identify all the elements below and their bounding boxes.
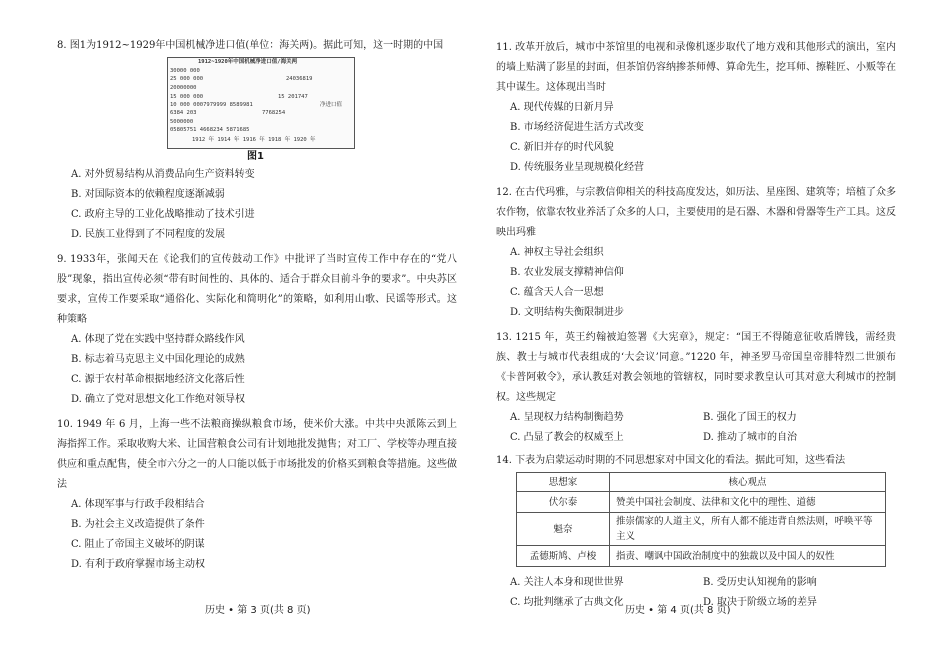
table-row xyxy=(517,513,886,546)
question-12 xyxy=(496,183,896,323)
y-label: 10 000 0007979999 8589981 xyxy=(170,102,253,108)
option-a[interactable]: A. 现代传媒的日新月异 xyxy=(510,102,614,113)
option-d[interactable]: D. 取决于阶级立场的差异 xyxy=(703,597,818,608)
question-10 xyxy=(57,415,457,575)
question-13-options xyxy=(510,408,896,448)
page-footer-right: 历史 • 第 4 页(共 8 页) xyxy=(625,605,731,616)
option-d[interactable]: D. 推动了城市的自治 xyxy=(703,432,798,443)
option-a[interactable]: A. 神权主导社会组织 xyxy=(510,247,604,258)
option-d[interactable]: D. 民族工业得到了不同程度的发展 xyxy=(71,229,226,240)
question-12-text: 12. 在古代玛雅，与宗教信仰相关的科技高度发达，如历法、星座图、建筑等；培植了众多农作物，依靠农牧业养活了众多的人口，主要使用的是石器、木器和骨器等生产工具。这反映出玛雅 xyxy=(496,187,896,238)
question-14-text: 14. 下表为启蒙运动时期的不同思想家对中国文化的看法。据此可知，这些看法 xyxy=(496,455,846,466)
option-c[interactable]: C. 凸显了教会的权威至上 xyxy=(510,432,624,443)
right-column xyxy=(496,38,896,618)
table-cell-view: 指责、嘲讽中国政治制度中的独裁以及中国人的奴性 xyxy=(610,546,886,567)
table-row xyxy=(517,546,886,567)
option-c[interactable]: C. 阻止了帝国主义破坏的阴谋 xyxy=(71,539,205,550)
question-11-text: 11. 改革开放后，城市中茶馆里的电视和录像机逐步取代了地方戏和其他形式的演出，室内的墙上贴满了影星的封面，但茶馆仍容纳掺茶师傅、算命先生，挖耳师、擦鞋匠、小贩等在其中谋生。这体现出当时 xyxy=(496,42,896,93)
question-9-text: 9. 1933年，张闻天在《论我们的宣传鼓动工作》中批评了当时宣传工作中存在的“党八股”现象，指出宣传必须“带有时间性的、具体的、适合于群众目前斗争的要求”。中央苏区要求，宣传工作要采取“通俗化、实际化和简明化”的策略，如利用山歌、民谣等形式。这种策略 xyxy=(57,254,457,325)
option-c[interactable]: C. 政府主导的工业化战略推动了技术引进 xyxy=(71,209,255,220)
data-label: 24036819 xyxy=(286,76,313,82)
question-13-text: 13. 1215 年，英王约翰被迫签署《大宪章》，规定：“国王不得随意征收盾牌钱，需经贵族、教士与城市代表组成的‘大会议’同意。”1220 年，神圣罗马帝国皇帝腓特烈二世颁布《卡普阿敕令》，承认教廷对教会领地的管辖权，同时要求教皇认可其对意大利城市的控制权。这些规定 xyxy=(496,332,896,403)
table-header-cell: 核心观点 xyxy=(610,473,886,492)
option-b[interactable]: B. 市场经济促进生活方式改变 xyxy=(510,122,644,133)
question-13 xyxy=(496,328,896,448)
option-a[interactable]: A. 对外贸易结构从消费品向生产资料转变 xyxy=(71,169,255,180)
question-14 xyxy=(496,453,896,613)
y-label: 15 000 000 xyxy=(170,94,204,100)
thinkers-views-table xyxy=(516,472,886,567)
question-8 xyxy=(57,38,457,245)
option-d[interactable]: D. 传统服务业呈现规模化经营 xyxy=(510,162,645,173)
question-10-text: 10. 1949 年 6 月，上海一些不法粮商操纵粮食市场，使米价大涨。中共中央派陈云到上海指挥工作。采取收购大米、让国营粮食公司有计划地批发抛售；对工厂、学校等办理直接供应和重点配售，使全市六分之一的人口能以低于市场批发的价格买到粮食等措施。这些做法 xyxy=(57,419,457,490)
option-a[interactable]: A. 体现了党在实践中坚持群众路线作风 xyxy=(71,334,245,345)
table-cell-view: 赞美中国社会制度、法律和文化中的理性、道德 xyxy=(610,492,886,513)
table-header-row xyxy=(517,473,886,492)
y-label: 5000000 xyxy=(170,119,194,125)
chart-title: 1912~1920年中国机械净进口值/海关两 xyxy=(198,59,298,65)
option-b[interactable]: B. 受历史认知视角的影响 xyxy=(703,577,817,588)
y-label: 25 000 000 xyxy=(170,76,204,82)
option-c[interactable]: C. 新旧并存的时代风貌 xyxy=(510,142,614,153)
option-b[interactable]: B. 对国际资本的依赖程度逐渐减弱 xyxy=(71,189,225,200)
option-c[interactable]: C. 蕴含天人合一思想 xyxy=(510,287,604,298)
table-row xyxy=(517,492,886,513)
table-cell-thinker: 孟德斯鸠、卢梭 xyxy=(517,546,610,567)
option-b[interactable]: B. 标志着马克思主义中国化理论的成熟 xyxy=(71,354,245,365)
data-label: 15 201747 xyxy=(278,94,308,100)
y-label: 20000000 xyxy=(170,85,197,91)
table-header-cell: 思想家 xyxy=(517,473,610,492)
option-b[interactable]: B. 农业发展支撑精神信仰 xyxy=(510,267,624,278)
option-c[interactable]: C. 源于农村革命根据地经济文化落后性 xyxy=(71,374,245,385)
option-d[interactable]: D. 文明结构失衡限制进步 xyxy=(510,307,625,318)
chart-legend: 净进口值 xyxy=(320,102,343,108)
option-d[interactable]: D. 有利于政府掌握市场主动权 xyxy=(71,559,206,570)
left-column xyxy=(57,38,457,580)
option-a[interactable]: A. 呈现权力结构制衡趋势 xyxy=(510,412,624,423)
table-cell-thinker: 伏尔泰 xyxy=(517,492,610,513)
x-axis-labels: 1912 年 1914 年 1916 年 1918 年 1920 年 xyxy=(192,137,316,143)
option-c[interactable]: C. 均批判继承了古典文化 xyxy=(510,597,624,608)
table-cell-view: 推崇儒家的人道主义，所有人都不能违背自然法则，呼唤平等主义 xyxy=(610,513,886,546)
table-cell-thinker: 魁奈 xyxy=(517,513,610,546)
data-label: 7768254 xyxy=(262,110,286,116)
figure-1-machinery-import-chart xyxy=(167,57,355,149)
question-11 xyxy=(496,38,896,178)
y-label: 05805751 4668234 5871685 xyxy=(170,127,250,133)
figure-caption: 图1 xyxy=(247,151,264,162)
option-d[interactable]: D. 确立了党对思想文化工作绝对领导权 xyxy=(71,394,246,405)
y-label: 30000 000 xyxy=(170,68,200,74)
question-9 xyxy=(57,250,457,410)
question-8-text: 8. 图1为1912~1929年中国机械净进口值(单位：海关两)。据此可知，这一时期的中国 xyxy=(57,40,444,51)
page-footer-left: 历史 • 第 3 页(共 8 页) xyxy=(205,605,311,616)
y-label: 6384 203 xyxy=(170,110,197,116)
option-b[interactable]: B. 为社会主义改造提供了条件 xyxy=(71,519,205,530)
option-a[interactable]: A. 关注人本身和现世世界 xyxy=(510,577,624,588)
option-a[interactable]: A. 体现军事与行政手段相结合 xyxy=(71,499,205,510)
option-b[interactable]: B. 强化了国王的权力 xyxy=(703,412,797,423)
